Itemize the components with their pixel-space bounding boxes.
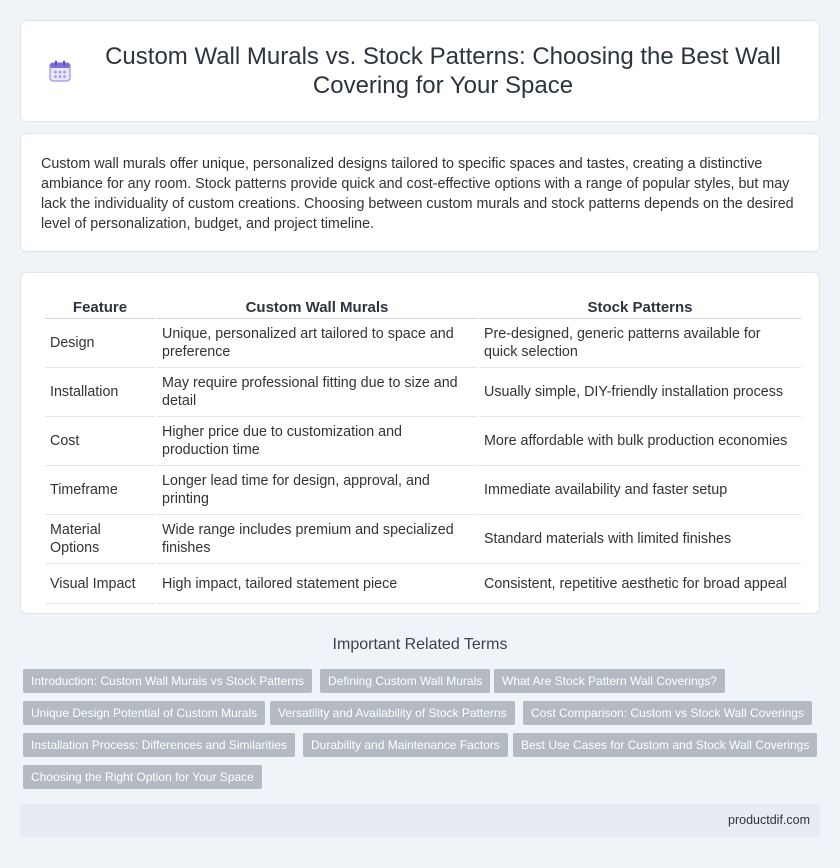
footer [20, 804, 820, 838]
comparison-table [43, 293, 803, 604]
row-stock: Standard materials with limited finishes [479, 515, 801, 564]
title-wrap [47, 42, 793, 100]
related-terms-title: Important Related Terms [332, 636, 508, 653]
row-feature: Timeframe [45, 466, 155, 515]
table-row [45, 417, 801, 466]
row-feature: Installation [45, 368, 155, 417]
related-term-tag[interactable]: Cost Comparison: Custom vs Stock Wall Coverings [523, 701, 812, 725]
related-term-tag[interactable]: Versatility and Availability of Stock Patterns [270, 701, 515, 725]
row-stock: Immediate availability and faster setup [479, 466, 801, 515]
related-term-tag[interactable]: Best Use Cases for Custom and Stock Wall Coverings [513, 733, 817, 757]
row-custom: High impact, tailored statement piece [157, 564, 477, 604]
header-custom: Custom Wall Murals [157, 293, 477, 319]
row-custom: May require professional fitting due to size and detail [157, 368, 477, 417]
row-stock: Pre-designed, generic patterns available for quick selection [479, 319, 801, 368]
row-stock: Usually simple, DIY-friendly installation process [479, 368, 801, 417]
title-card [20, 20, 820, 122]
calendar-icon [47, 58, 73, 84]
row-feature: Design [45, 319, 155, 368]
related-term-tag[interactable]: Introduction: Custom Wall Murals vs Stock Patterns [23, 669, 312, 693]
table-row [45, 466, 801, 515]
related-term-tag[interactable]: Installation Process: Differences and Similarities [23, 733, 295, 757]
page-title: Custom Wall Murals vs. Stock Patterns: Choosing the Best Wall Covering for Your Space [105, 43, 781, 99]
row-custom: Unique, personalized art tailored to space and preference [157, 319, 477, 368]
row-feature: Material Options [45, 515, 155, 564]
related-term-tag[interactable]: Defining Custom Wall Murals [320, 669, 490, 693]
related-term-tag[interactable]: Durability and Maintenance Factors [303, 733, 508, 757]
row-stock: Consistent, repetitive aesthetic for broad appeal [479, 564, 801, 604]
footer-site[interactable]: productdif.com [728, 813, 810, 827]
row-feature: Visual Impact [45, 564, 155, 604]
row-custom: Longer lead time for design, approval, and printing [157, 466, 477, 515]
row-custom: Higher price due to customization and production time [157, 417, 477, 466]
header-stock: Stock Patterns [479, 293, 801, 319]
row-feature: Cost [45, 417, 155, 466]
related-term-tag[interactable]: Unique Design Potential of Custom Murals [23, 701, 265, 725]
row-stock: More affordable with bulk production economies [479, 417, 801, 466]
row-custom: Wide range includes premium and specialized finishes [157, 515, 477, 564]
table-row [45, 368, 801, 417]
intro-card [20, 133, 820, 252]
table-header-row [45, 293, 801, 319]
related-term-tag[interactable]: What Are Stock Pattern Wall Coverings? [494, 669, 725, 693]
table-row [45, 515, 801, 564]
intro-text: Custom wall murals offer unique, personalized designs tailored to specific spaces and tastes, creating a distinctive ambiance for any room. Stock patterns provide quick and cost-effective options with a range of popular styles, but may lack the individuality of custom creations. Choosing between custom murals and stock patterns depends on the desired level of personalization, budget, and project timeline. [41, 156, 794, 232]
comparison-card [20, 272, 820, 614]
table-row [45, 319, 801, 368]
table-row [45, 564, 801, 604]
related-term-tag[interactable]: Choosing the Right Option for Your Space [23, 765, 262, 789]
header-feature: Feature [45, 293, 155, 319]
